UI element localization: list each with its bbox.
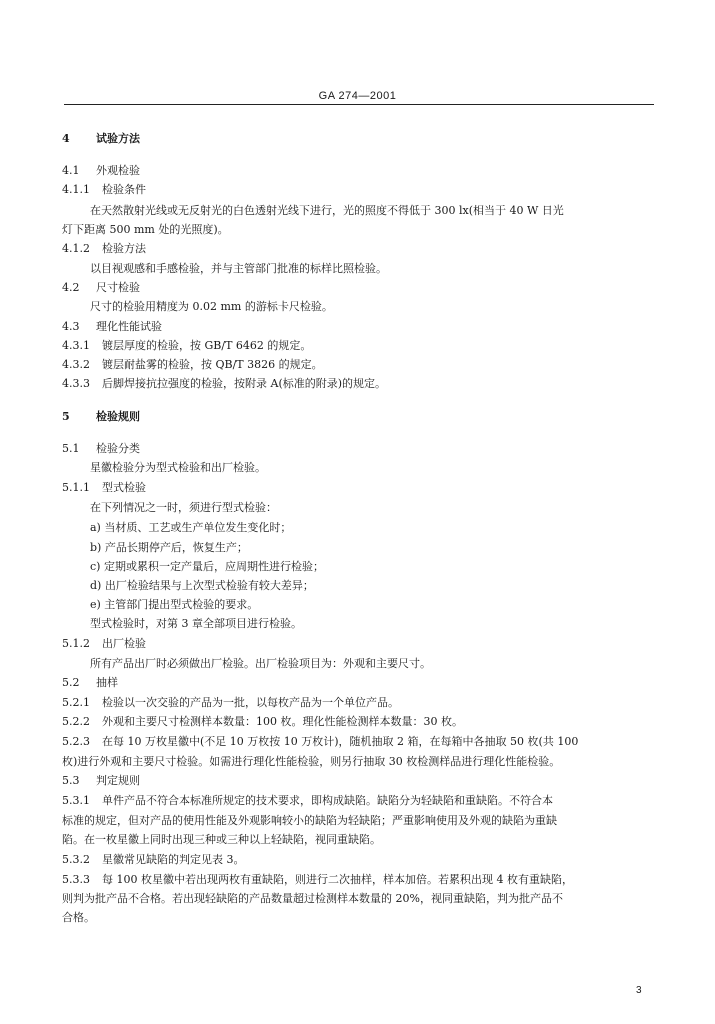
paragraph-line: 则判为批产品不合格。若出现轻缺陷的产品数量超过检测样本数量的 20%，视同重缺陷，判为批产品不	[62, 892, 563, 905]
clause-heading: 5.1.1 型式检验	[62, 481, 146, 494]
clause-heading: 4.1.2 检验方法	[62, 242, 146, 255]
list-item: b) 产品长期停产后，恢复生产；	[90, 541, 248, 554]
standard-header: GA 274—2001	[318, 90, 397, 102]
paragraph-line: 灯下距离 500 mm 处的光照度)。	[62, 223, 229, 236]
clause-heading: 4.1.1 检验条件	[62, 183, 146, 196]
clause-line: 4.3.1 镀层厚度的检验，按 GB/T 6462 的规定。	[62, 339, 312, 352]
header-rule	[64, 104, 654, 105]
subsection-heading: 5.1 检验分类	[62, 442, 140, 455]
subsection-heading: 5.3 判定规则	[62, 774, 140, 787]
subsection-heading: 5.2 抽样	[62, 676, 118, 689]
paragraph-line: 以目视观感和手感检验，并与主管部门批准的标样比照检验。	[90, 262, 387, 275]
clause-line: 4.3.3 后脚焊接抗拉强度的检验，按附录 A(标准的附录)的规定。	[62, 377, 387, 390]
clause-line: 5.2.1 检验以一次交验的产品为一批，以每枚产品为一个单位产品。	[62, 696, 399, 709]
paragraph-line: 合格。	[62, 911, 95, 924]
paragraph-line: 陷。在一枚星徽上同时出现三种或三种以上轻缺陷，视同重缺陷。	[62, 833, 381, 846]
list-item: e) 主管部门提出型式检验的要求。	[90, 598, 259, 611]
page-number: 3	[636, 985, 642, 996]
paragraph-line: 枚)进行外观和主要尺寸检验。如需进行理化性能检验，则另行抽取 30 枚检测样品进行理化性能检验。	[62, 755, 561, 768]
clause-line: 4.3.2 镀层耐盐雾的检验，按 QB/T 3826 的规定。	[62, 358, 323, 371]
subsection-heading: 4.3 理化性能试验	[62, 320, 162, 333]
paragraph-line: 星徽检验分为型式检验和出厂检验。	[90, 461, 266, 474]
paragraph-line: 在天然散射光线或无反射光的白色透射光线下进行，光的照度不得低于 300 lx(相当于 40 W 日光	[90, 204, 564, 217]
section-heading: 4 试验方法	[62, 132, 140, 145]
list-item: c) 定期或累积一定产量后，应周期性进行检验；	[90, 560, 324, 573]
section-heading: 5 检验规则	[62, 410, 140, 423]
subsection-heading: 4.2 尺寸检验	[62, 281, 140, 294]
clause-line: 5.2.2 外观和主要尺寸检测样本数量：100 枚。理化性能检测样本数量：30 枚。	[62, 715, 463, 728]
clause-line: 5.3.3 每 100 枚星徽中若出现两枚有重缺陷，则进行二次抽样，样本加倍。若累积出现 4 枚有重缺陷，	[62, 873, 573, 886]
clause-line: 5.2.3 在每 10 万枚星徽中(不足 10 万枚按 10 万枚计)，随机抽取 2 箱，在每箱中各抽取 50 枚(共 100	[62, 735, 579, 748]
subsection-heading: 4.1 外观检验	[62, 164, 140, 177]
paragraph-line: 尺寸的检验用精度为 0.02 mm 的游标卡尺检验。	[90, 300, 333, 313]
list-item: d) 出厂检验结果与上次型式检验有较大差异；	[90, 579, 314, 592]
clause-heading: 5.1.2 出厂检验	[62, 637, 146, 650]
paragraph-line: 在下列情况之一时，须进行型式检验：	[90, 501, 277, 514]
list-item: a) 当材质、工艺或生产单位发生变化时；	[90, 521, 292, 534]
paragraph-line: 标准的规定，但对产品的使用性能及外观影响较小的缺陷为轻缺陷；严重影响使用及外观的缺陷为重缺	[62, 814, 557, 827]
clause-line: 5.3.2 星徽常见缺陷的判定见表 3。	[62, 853, 245, 866]
paragraph-line: 型式检验时，对第 3 章全部项目进行检验。	[90, 617, 302, 630]
paragraph-line: 所有产品出厂时必须做出厂检验。出厂检验项目为：外观和主要尺寸。	[90, 657, 431, 670]
clause-line: 5.3.1 单件产品不符合本标准所规定的技术要求，即构成缺陷。缺陷分为轻缺陷和重缺陷。不符合本	[62, 794, 553, 807]
